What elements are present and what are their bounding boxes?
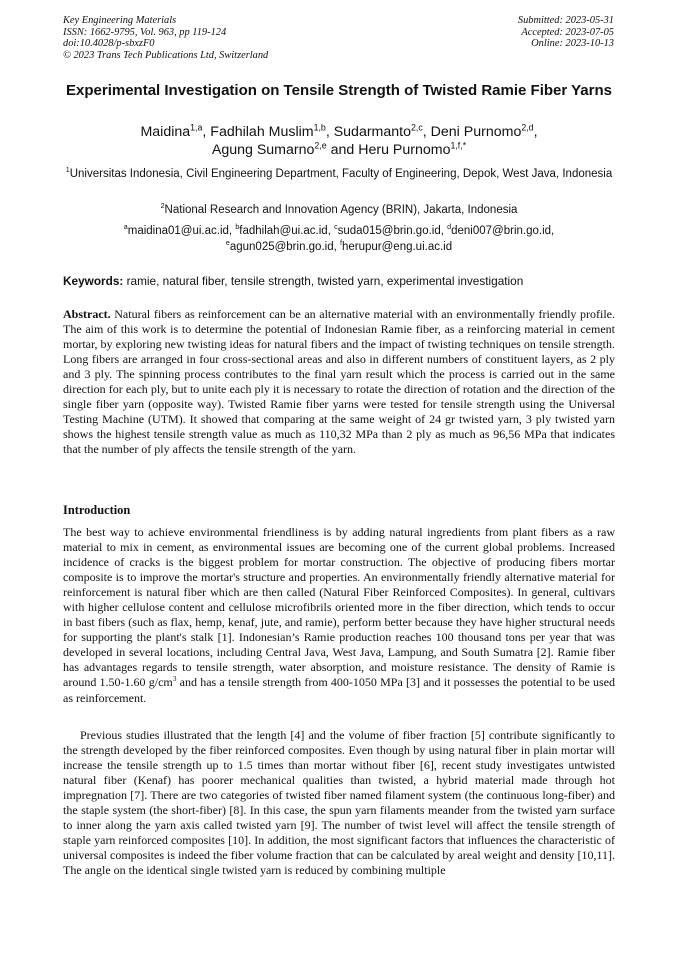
author: Fadhilah Muslim$^{1,b}$, bbox=[210, 122, 334, 140]
journal-issn: ISSN: 1662-9795, Vol. 963, pp 119-124 bbox=[63, 26, 227, 38]
introduction-paragraph-2: Previous studies illustrated that the length [4] and the volume of fiber fraction [5] contribute significantly to the strength developed by the fiber reinforced composites. Even though by using natural fiber in plain mortar will increase the tensile strength up to 1.5 times than mortar without fiber [6], recent study investigates untwisted natural fiber (Kenaf) has poorer mechanical qualities than twisted, a hybrid material made through hot impregnation [7]. There are two categories of twisted fiber named filament system (the continuous long-fiber) and the staple system (the short-fiber) [8]. In this case, the spun yarn filaments meander from the twisted yarn surface to inner along the yarn axis called twisted yarn [9]. The number of twist level will affect the tensile strength of staple yarn reinforced composites [10]. In addition, the most significant factors that influences the characteristic of universal composites is indeed the fiber volume fraction that can be calculated by areal weight and density [10,11]. The angle on the identical single twisted yarn is reduced by combining multiple bbox=[63, 728, 615, 878]
keywords-label: Keywords: bbox=[63, 274, 124, 288]
journal-doi[interactable]: doi:10.4028/p-sbxzF0 bbox=[63, 38, 155, 50]
email[interactable]: $^e$agun025@brin.go.id bbox=[225, 238, 334, 253]
keywords-text: ramie, natural fiber, tensile strength, twisted yarn, experimental investigation bbox=[126, 274, 524, 288]
email[interactable]: $^f$herupur@eng.ui.ac.id bbox=[340, 238, 453, 253]
author: Agung Sumarno$^{2,e}$ and bbox=[211, 140, 359, 158]
submitted-date: Submitted: 2023-05-31 bbox=[517, 15, 614, 26]
journal-copyright: © 2023 Trans Tech Publications Ltd, Switzerland bbox=[63, 49, 269, 61]
journal-header bbox=[63, 15, 268, 61]
author-list bbox=[63, 123, 615, 159]
affiliation-2: $^2$National Research and Innovation Agency (BRIN), Jakarta, Indonesia bbox=[160, 202, 518, 216]
author: Sudarmanto$^{2,c}$, bbox=[333, 122, 431, 140]
email[interactable]: $^b$fadhilah@ui.ac.id bbox=[235, 223, 328, 237]
author: Deni Purnomo$^{2,d}$, bbox=[430, 122, 538, 140]
accepted-date: Accepted: 2023-07-05 bbox=[521, 26, 614, 38]
email-list: $^a$maidina01@ui.ac.id, $^b$fadhilah@ui.ac.id, $^c$suda015@brin.go.id, $^d$deni007@brin.go.id, $^e$agun025@brin.go.id, $^f$herupur@eng.ui.ac.id bbox=[123, 223, 555, 253]
section-heading-introduction: Introduction bbox=[63, 503, 131, 517]
email[interactable]: $^a$maidina01@ui.ac.id bbox=[123, 223, 229, 237]
author: Heru Purnomo$^{1,f,*}$ bbox=[358, 140, 467, 158]
email[interactable]: $^c$suda015@brin.go.id bbox=[334, 223, 441, 237]
affiliation-1: $^1$Universitas Indonesia, Civil Engineering Department, Faculty of Engineering, Depok, West Java, Indonesia bbox=[65, 166, 613, 180]
abstract-label: Abstract. bbox=[63, 307, 111, 321]
online-date: Online: 2023-10-13 bbox=[531, 38, 614, 50]
abstract-text: Natural fibers as reinforcement can be an alternative material with an environmentally friendly profile. The aim of this work is to determine the potential of Indonesian Ramie fiber, as a reinforcing material in cement mortar, by exploring new twisting ideas for natural fibers and the impact of twisting techniques on tensile strength. Long fibers are arranged in four cross-sectional areas and also in different numbers of constituent layers, as 2 ply and 3 ply. The spinning process contributes to the final yarn result which the process is carried out in the same direction for each ply, but to unite each ply it is necessary to rotate the direction of rotation and the direction of the single fiber yarn (opposite way). Twisted Ramie fiber yarns were tested for tensile strength using the Universal Testing Machine (UTM). It showed that comparing at the same weight of 24 gr twisted yarn, 3 ply twisted yarn shows the highest tensile strength value as much as 110,32 MPa than 2 ply as much as 96,56 MPa that indicates that the number of ply affects the tensile strength of the yarn. bbox=[63, 307, 616, 457]
dates-header bbox=[518, 15, 614, 50]
paper-title: Experimental Investigation on Tensile Strength of Twisted Ramie Fiber Yarns bbox=[66, 82, 612, 99]
introduction-paragraph-1: The best way to achieve environmental friendliness is by adding natural ingredients from plant fibers as a raw material to mix in cement, as environmental issues are becoming one of the current global problems. Increased incidence of cracks is the biggest problem for mortar construction. The objective of producing fibers mortar composite is to improve the mortar's structure and properties. An environmentally friendly alternative material for reinforcement is natural fiber which are then called (Natural Fiber Reinforced Composites). In general, cultivars with higher cellulose content and cellulose microfibrils oriented more in the fiber direction, which tends to occur in bast fibers (such as flax, hemp, kenaf, jute, and ramie), perform better because they have higher structural needs for supporting the plant's stalk [1]. Indonesian’s Ramie production reaches 100 thousand tons per year that was developed in several locations, including Central Java, West Java, Lampung, and South Sumatra [2]. Ramie fiber has advantages regards to tensile strength, water absorption, and moisture resistance. The density of Ramie is around 1.50-1.60 $g/cm^3$ and has a tensile strength from 400-1050 MPa [3] and it possesses the potential to be used as reinforcement. bbox=[63, 525, 616, 705]
author: Maidina$^{1,a}$, bbox=[140, 122, 211, 140]
journal-name: Key Engineering Materials bbox=[63, 15, 177, 26]
keywords bbox=[63, 274, 615, 289]
email[interactable]: $^d$deni007@brin.go.id bbox=[447, 223, 552, 237]
abstract bbox=[63, 307, 615, 457]
